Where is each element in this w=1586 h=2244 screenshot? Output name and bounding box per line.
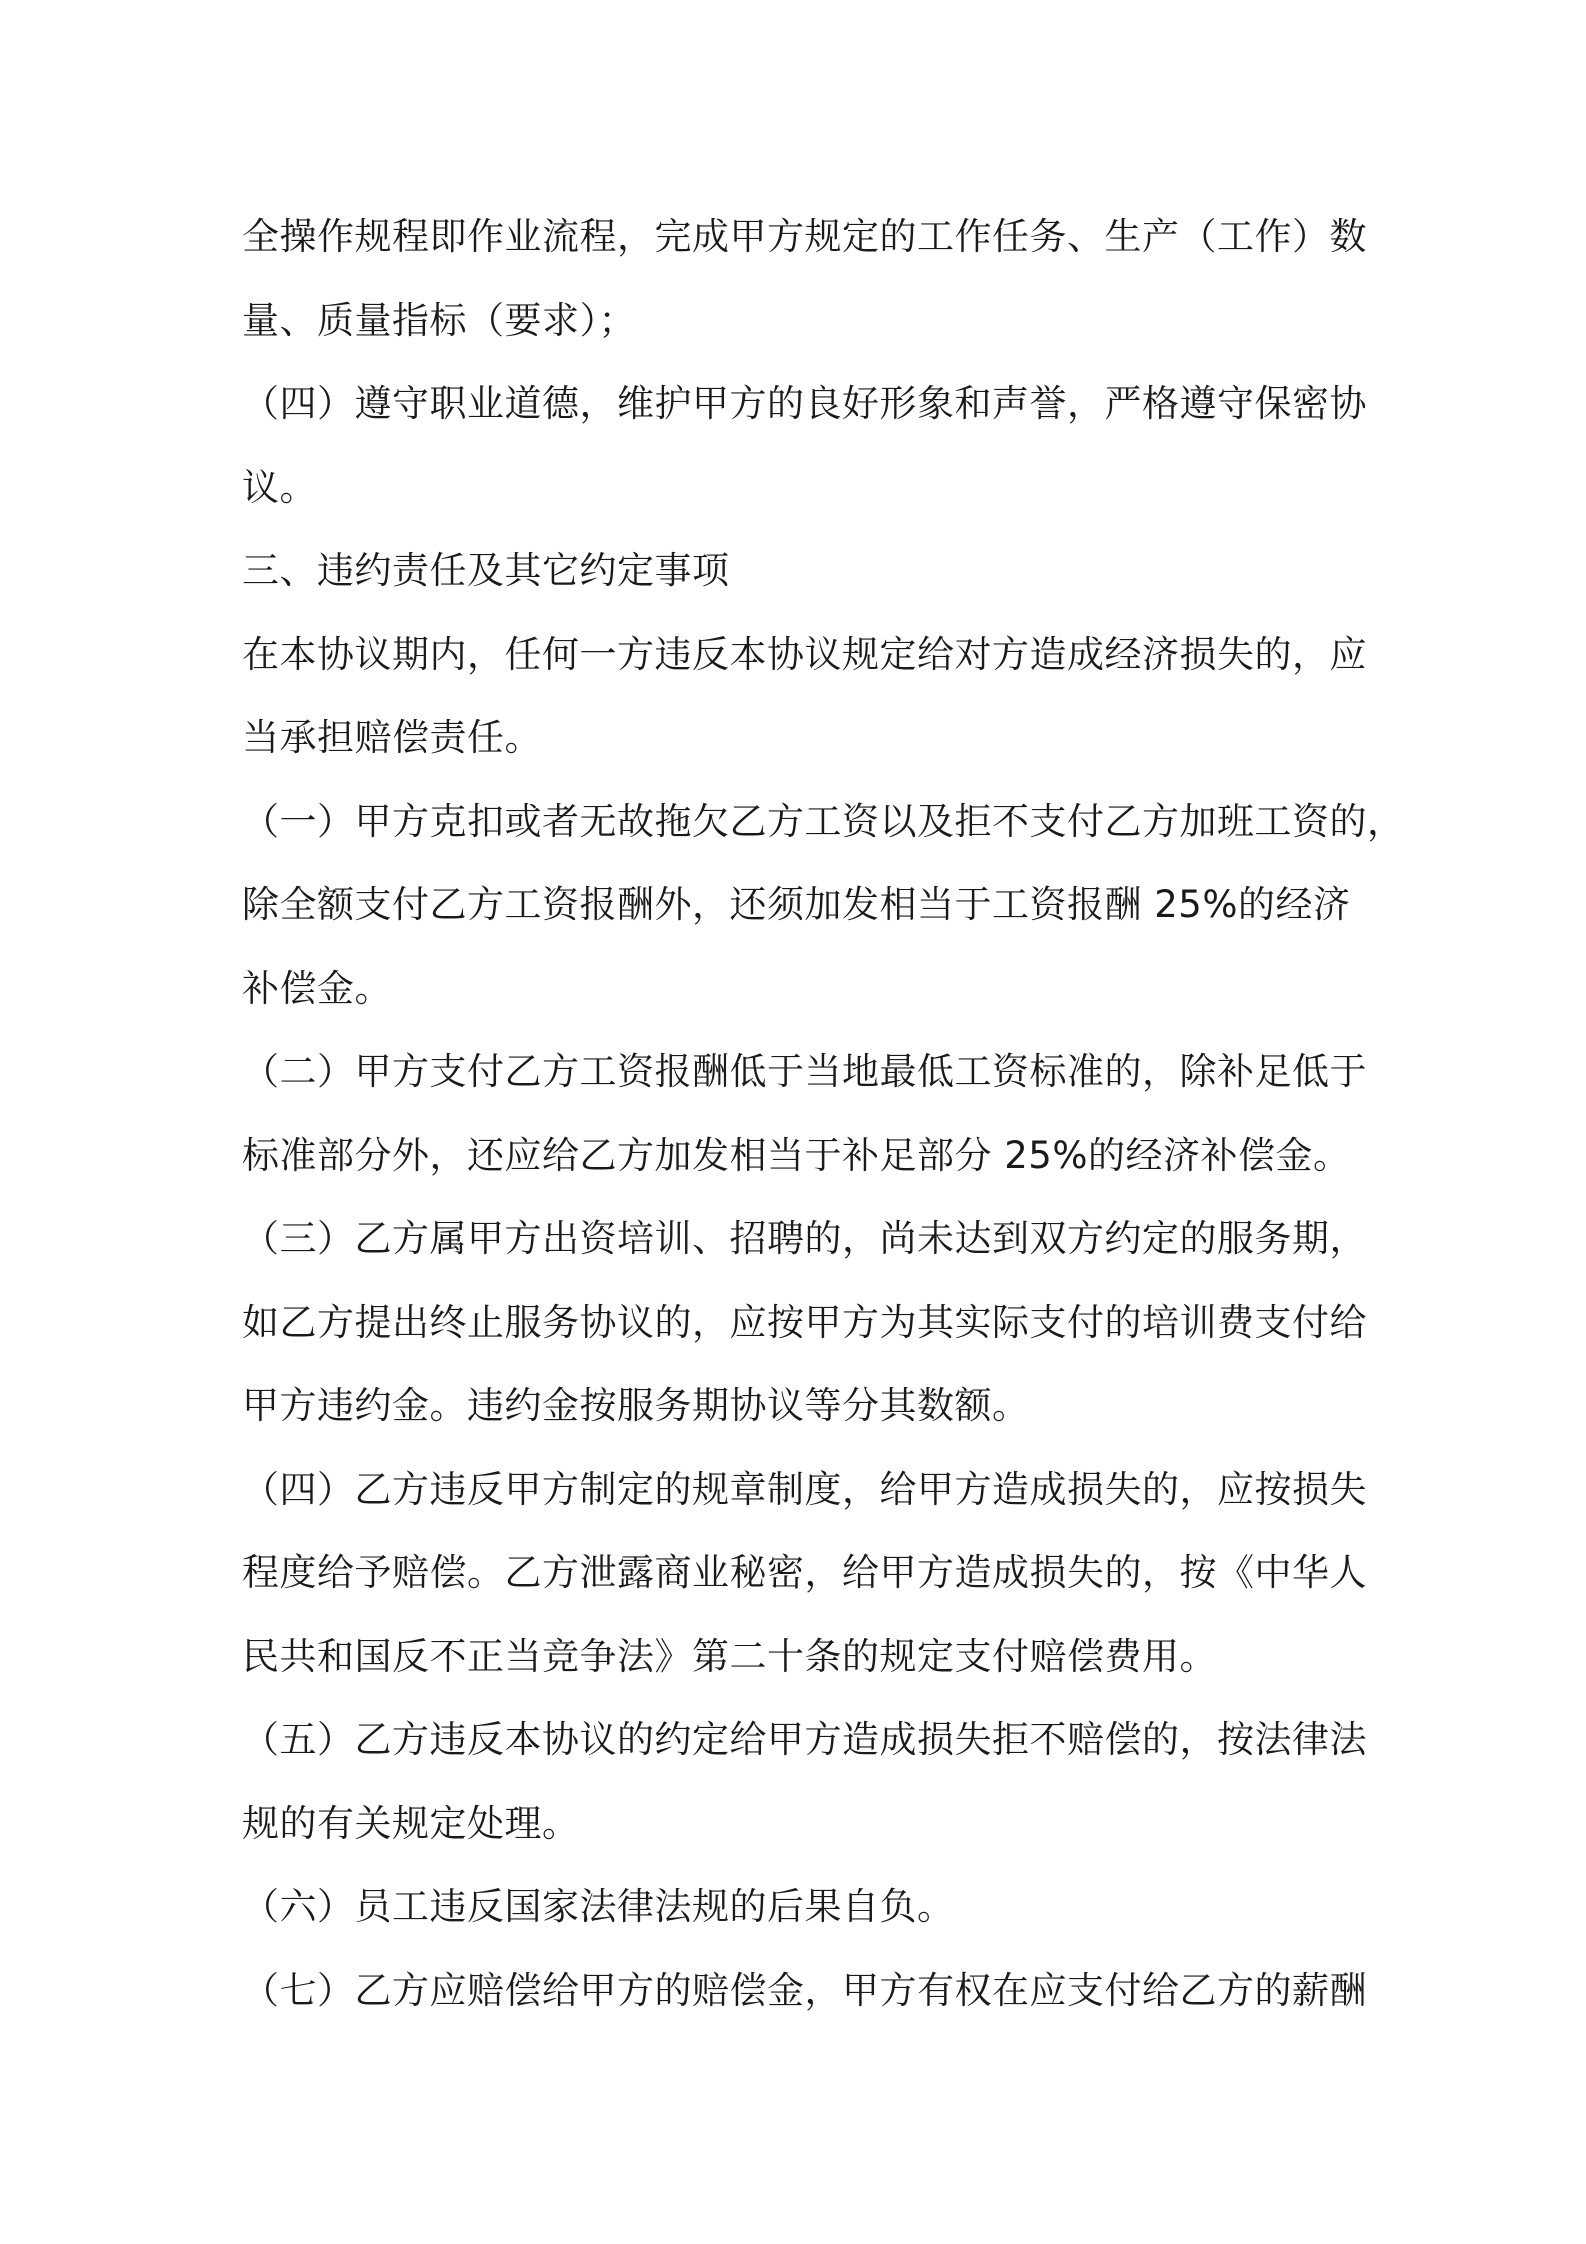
section-heading: 三、违约责任及其它约定事项 [242, 549, 730, 592]
text-line: （二）甲方支付乙方工资报酬低于当地最低工资标准的，除补足低于 [242, 1050, 1367, 1093]
text-line: （三）乙方属甲方出资培训、招聘的，尚未达到双方约定的服务期， [242, 1217, 1367, 1260]
text-line: （六）员工违反国家法律法规的后果自负。 [242, 1885, 955, 1928]
text-line: 议。 [242, 465, 317, 509]
text-line: （四）遵守职业道德，维护甲方的良好形象和声誉，严格遵守保密协 [242, 382, 1367, 425]
text-line: 全操作规程即作业流程，完成甲方规定的工作任务、生产（工作）数 [242, 215, 1367, 258]
text-line: 当承担赔偿责任。 [242, 716, 542, 759]
text-line: （一）甲方克扣或者无故拖欠乙方工资以及拒不支付乙方加班工资的， [242, 799, 1405, 843]
text-line: 如乙方提出终止服务协议的，应按甲方为其实际支付的培训费支付给 [242, 1300, 1367, 1344]
text-line: 规的有关规定处理。 [242, 1801, 580, 1845]
text-line: 标准部分外，还应给乙方加发相当于补足部分 25%的经济补偿金。 [242, 1133, 1351, 1177]
text-line: 除全额支付乙方工资报酬外，还须加发相当于工资报酬 25%的经济 [242, 883, 1351, 926]
text-line: （五）乙方违反本协议的约定给甲方造成损失拒不赔偿的，按法律法 [242, 1718, 1367, 1761]
text-line: 程度给予赔偿。乙方泄露商业秘密，给甲方造成损失的，按《中华人 [242, 1551, 1367, 1594]
text-line: 甲方违约金。违约金按服务期协议等分其数额。 [242, 1384, 1030, 1427]
text-line: 民共和国反不正当竞争法》第二十条的规定支付赔偿费用。 [242, 1634, 1217, 1678]
text-line: （四）乙方违反甲方制定的规章制度，给甲方造成损失的，应按损失 [242, 1467, 1367, 1511]
text-line: 在本协议期内，任何一方违反本协议规定给对方造成经济损失的，应 [242, 632, 1367, 676]
document-body [242, 195, 1405, 2032]
text-line: 补偿金。 [242, 966, 392, 1010]
text-line: 量、质量指标（要求）； [242, 298, 636, 342]
text-line: （七）乙方应赔偿给甲方的赔偿金，甲方有权在应支付给乙方的薪酬 [242, 1968, 1367, 2012]
